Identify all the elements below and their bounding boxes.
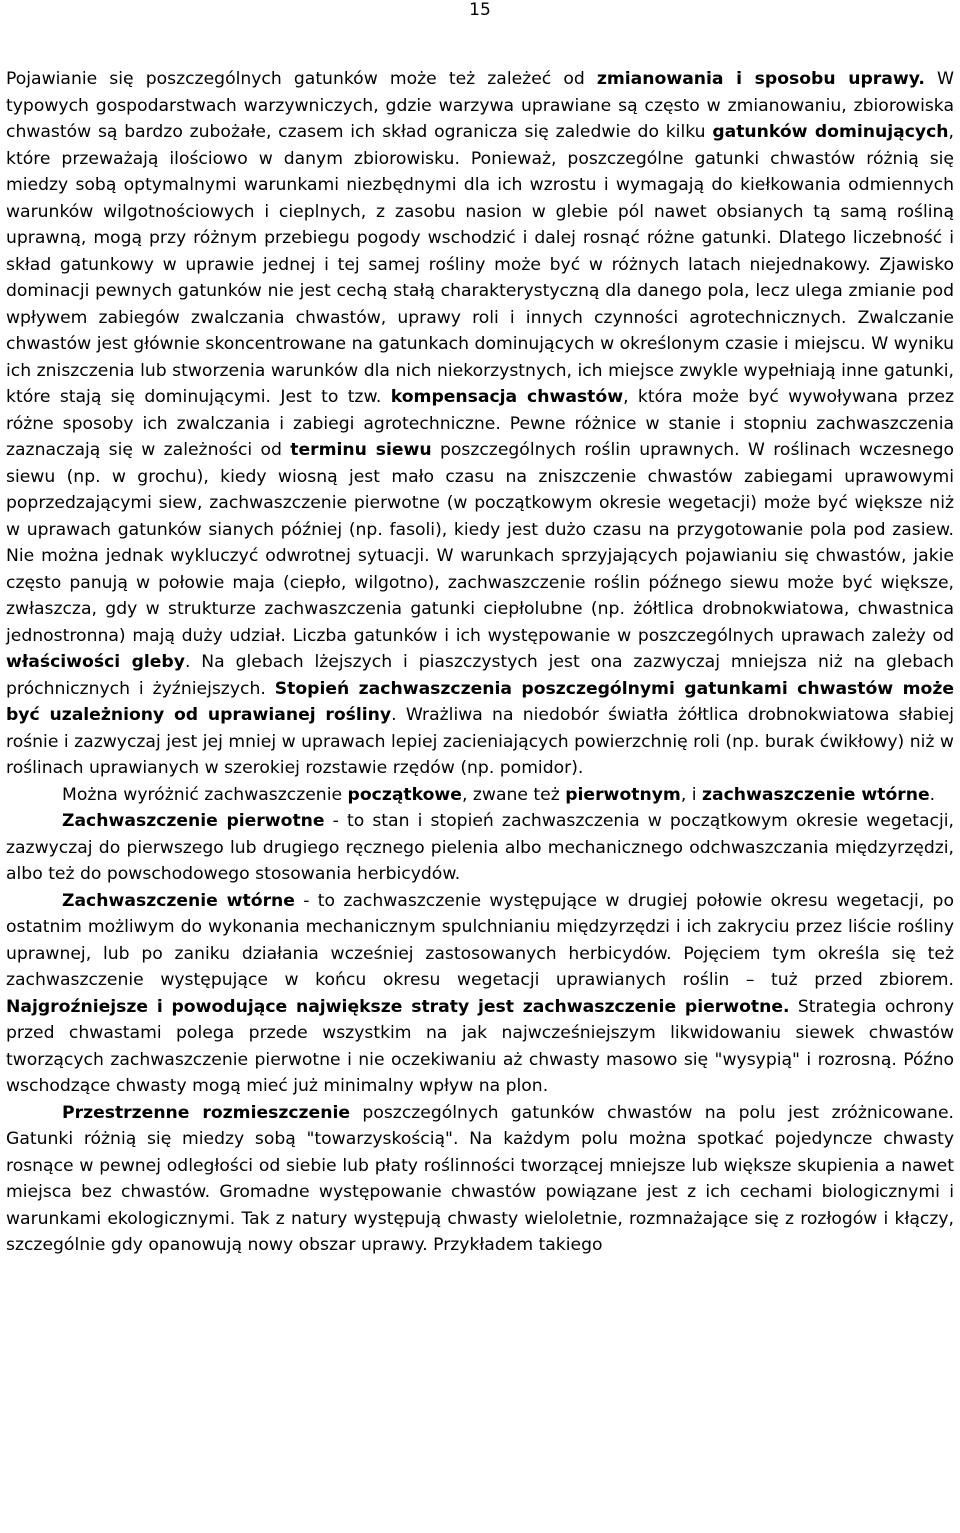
paragraph-weed-types	[6, 782, 954, 809]
bold-text-run: terminu siewu	[290, 440, 432, 460]
paragraph-spatial-distribution	[6, 1100, 954, 1259]
text-run: Można wyróżnić zachwaszczenie	[62, 784, 348, 805]
bold-text-run: Zachwaszczenie pierwotne	[62, 811, 325, 831]
bold-text-run: Zachwaszczenie wtórne	[62, 890, 295, 911]
bold-text-run: zmianowania i sposobu uprawy.	[596, 69, 925, 89]
paragraph-weed-dominance	[6, 66, 954, 782]
text-run: , zwane też	[461, 784, 566, 805]
text-run: - to stan i stopień zachwaszczenia w początkowym okresie wegetacji, zazwyczaj do pierwszego lub drugiego ręcznego pielenia albo mechanicznego odchwaszczania międzyrzędzi, albo też do powschodowego stosowania herbicydów.	[6, 811, 954, 884]
bold-text-run: właściwości gleby	[6, 652, 185, 672]
bold-text-run: kompensacja chwastów	[390, 387, 624, 407]
document-body	[6, 66, 954, 1259]
text-run: poszczególnych gatunków chwastów na polu jest zróżnicowane. Gatunki różnią się miedzy sobą "towarzyskością". Na każdym polu można spotkać pojedyncze chwasty rosnące w pewnej odległości od siebie lub płaty roślinności tworzącej mniejsze lub większe skupienia a nawet miejsca bez chwastów. Gromadne występowanie chwastów powiązane jest z ich cechami biologicznymi i warunkami ekologicznymi. Tak z natury występują chwasty wieloletnie, rozmnażające się z rozłogów i kłączy, szczególnie gdy opanowują nowy obszar uprawy. Przykładem takiego	[6, 1102, 954, 1255]
text-run: . Na glebach lżejszych i piaszczystych jest ona zazwyczaj mniejsza niż na glebach próchnicznych i żyźniejszych.	[6, 652, 954, 699]
text-run: , i	[680, 784, 702, 805]
text-run: Strategia ochrony przed chwastami polega przede wszystkim na jak najwcześniejszym likwidowaniu siewek chwastów tworzących zachwaszczenie pierwotne i nie oczekiwaniu aż chwasty masowo się "wysypią" i rozrosną. Późno wschodzące chwasty mogą mieć już minimalny wpływ na plon.	[6, 996, 954, 1096]
bold-text-run: początkowe	[347, 784, 462, 805]
bold-text-run: zachwaszczenie wtórne	[702, 784, 930, 805]
bold-text-run: Przestrzenne rozmieszczenie	[62, 1102, 350, 1123]
page-number: 15	[469, 0, 491, 20]
text-run: .	[929, 784, 936, 805]
text-run: - to zachwaszczenie występujące w drugiej połowie okresu wegetacji, po ostatnim możliwym do wykonania mechanicznym spulchnianiu międzyrzędzi i ich zakryciu przez liście rośliny uprawnej, lub po zaniku działania wcześniej zastosowanych herbicydów. Pojęciem tym określa się też zachwaszczenie występujące w końcu okresu wegetacji uprawianych roślin – tuż przed zbiorem.	[6, 890, 954, 990]
text-run: poszczególnych roślin uprawnych. W roślinach wczesnego siewu (np. w grochu), kiedy wiosną jest mało czasu na zniszczenie chwastów zabiegami uprawowymi poprzedzającymi siew, zachwaszczenie pierwotne (w początkowym okresie wegetacji) może być większe niż w uprawach gatunków sianych później (np. fasoli), kiedy jest dużo czasu na przygotowanie pola pod zasiew. Nie można jednak wykluczyć odwrotnej sytuacji. W warunkach sprzyjających pojawianiu się chwastów, jakie często panują w połowie maja (ciepło, wilgotno), zachwaszczenie roślin późnego siewu może być większe, zwłaszcza, gdy w strukturze zachwaszczenia gatunki ciepłolubne (np. żółtlica drobnokwiatowa, chwastnica jednostronna) mają duży udział. Liczba gatunków i ich występowanie w poszczególnych uprawach zależy od	[6, 440, 954, 646]
bold-text-run: Najgroźniejsze i powodujące największe straty jest zachwaszczenie pierwotne.	[6, 996, 790, 1017]
text-run: . Wrażliwa na niedobór światła żółtlica drobnokwiatowa słabiej rośnie i zazwyczaj jest jej mniej w uprawach lepiej zacieniających powierzchnię roli (np. burak ćwikłowy) niż w roślinach uprawianych w szerokiej rozstawie rzędów (np. pomidor).	[6, 705, 954, 778]
bold-text-run: pierwotnym	[565, 784, 681, 805]
text-run: W typowych gospodarstwach warzywniczych, gdzie warzywa uprawiane są często w zmianowaniu, zbiorowiska chwastów są bardzo zubożałe, czasem ich skład ogranicza się zaledwie do kilku	[6, 69, 954, 142]
text-run: , które przeważają ilościowo w danym zbiorowisku. Ponieważ, poszczególne gatunki chwastów różnią się miedzy sobą optymalnymi warunkami niezbędnymi dla ich wzrostu i wymagają do kiełkowania odmiennych warunków wilgotnościowych i cieplnych, z zasobu nasion w glebie pól nawet obsianych tą samą rośliną uprawną, mogą przy różnym przebiegu pogody wschodzić i dalej rosnąć różne gatunki. Dlatego liczebność i skład gatunkowy w uprawie jednej i tej samej rośliny może być w różnych latach niejednakowy. Zjawisko dominacji pewnych gatunków nie jest cechą stałą charakterystyczną dla danego pola, lecz ulega zmianie pod wpływem zabiegów zwalczania chwastów, uprawy roli i innych czynności agrotechnicznych. Zwalczanie chwastów jest głównie skoncentrowane na gatunkach dominujących w określonym czasie i miejscu. W wyniku ich zniszczenia lub stworzenia warunków dla nich niekorzystnych, ich miejsce zwykle wypełniają inne gatunki, które stają się dominującymi. Jest to tzw.	[6, 122, 954, 407]
paragraph-secondary-weeding	[6, 888, 954, 1100]
text-run: , która może być wywoływana przez różne sposoby ich zwalczania i zabiegi agrotechniczne. Pewne różnice w stanie i stopniu zachwaszczenia zaznaczają się w zależności od	[6, 387, 954, 460]
text-run: Pojawianie się poszczególnych gatunków może też zależeć od	[6, 69, 597, 89]
bold-text-run: gatunków dominujących	[712, 122, 949, 142]
paragraph-primary-weeding	[6, 808, 954, 888]
bold-text-run: Stopień zachwaszczenia poszczególnymi gatunkami chwastów może być uzależniony od uprawianej rośliny	[6, 678, 954, 725]
